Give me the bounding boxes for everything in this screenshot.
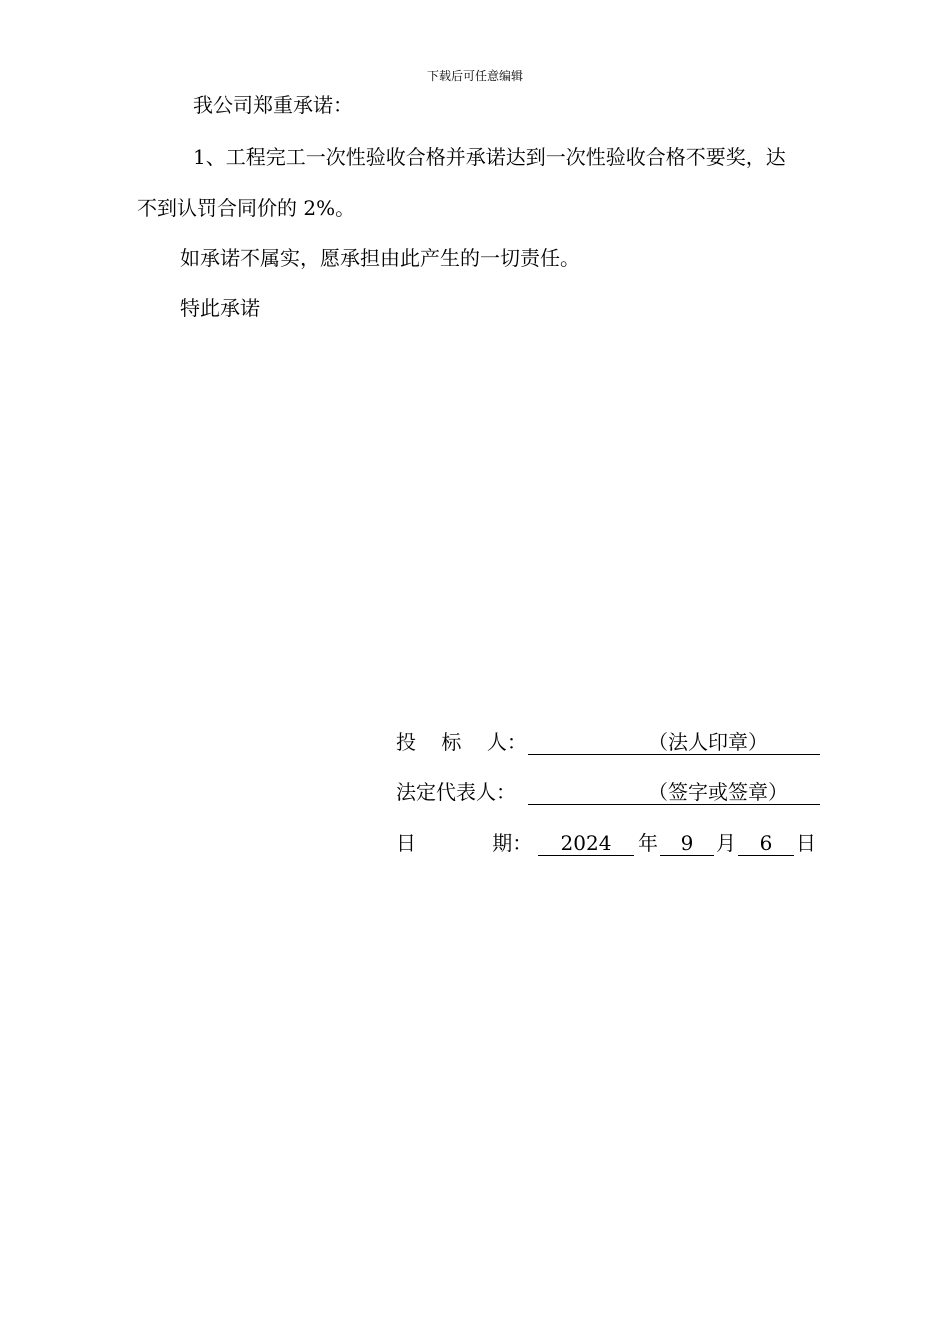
date-year-value[interactable]: 2024 — [538, 831, 634, 856]
responsibility-statement: 如承诺不属实，愿承担由此产生的一切责任。 — [180, 246, 580, 270]
date-day-value[interactable]: 6 — [738, 831, 794, 856]
closing-statement: 特此承诺 — [180, 296, 260, 320]
date-day-unit: 日 — [796, 831, 816, 855]
download-note: 下载后可任意编辑 — [426, 69, 523, 83]
legal-rep-row — [396, 780, 826, 806]
commitment-item-1-line-2: 不到认罚合同价的 2%。 — [137, 196, 356, 220]
intro-text: 我公司郑重承诺： — [193, 93, 353, 117]
date-label: 日 期： — [396, 831, 533, 855]
date-year-unit: 年 — [638, 831, 658, 855]
date-month-value[interactable]: 9 — [660, 831, 714, 856]
bidder-seal-note: （法人印章） — [648, 730, 768, 754]
legal-rep-sign-note: （签字或签章） — [648, 780, 788, 804]
bidder-row — [396, 730, 826, 756]
legal-rep-label: 法定代表人： — [396, 780, 516, 804]
commitment-item-1-line-1: 1、工程完工一次性验收合格并承诺达到一次性验收合格不要奖，达 — [193, 145, 786, 169]
bidder-label: 投 标 人： — [396, 730, 527, 754]
date-month-unit: 月 — [716, 831, 736, 855]
date-row — [396, 831, 826, 857]
